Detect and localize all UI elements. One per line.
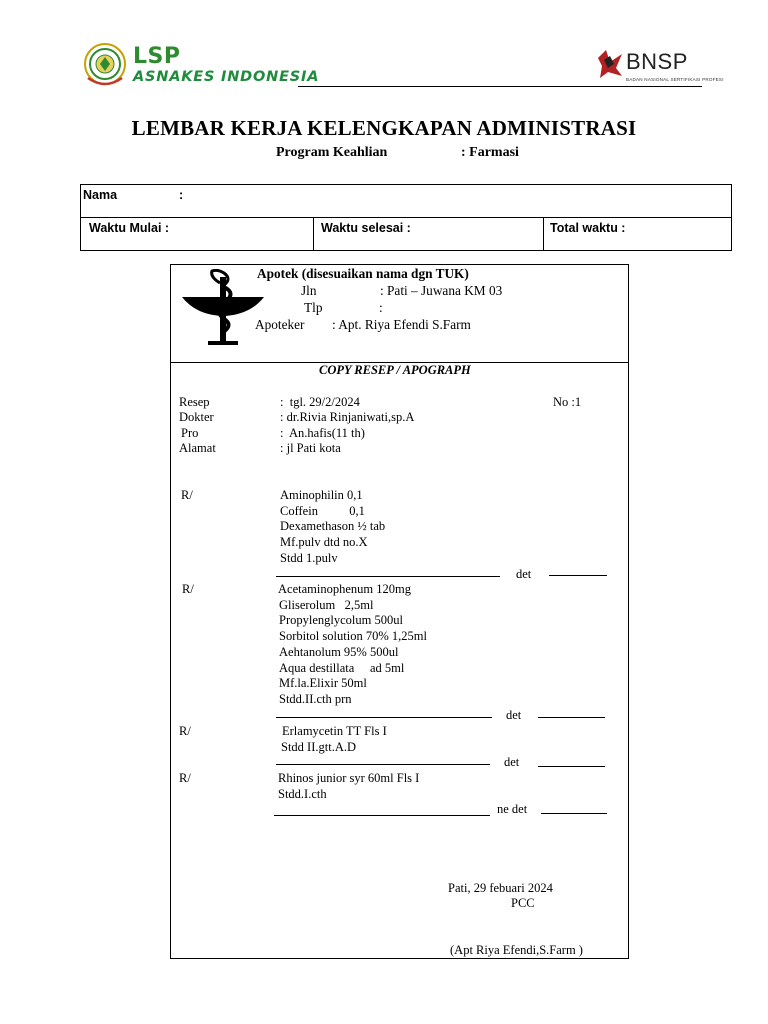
resep-value: : tgl. 29/2/2024: [280, 395, 360, 409]
rx-line: Mf.la.Elixir 50ml: [279, 676, 367, 690]
rx-line: Propylenglycolum 500ul: [279, 613, 403, 627]
lsp-brand: LSP: [133, 44, 181, 69]
det-mark: det: [516, 567, 532, 581]
nama-label: Nama: [83, 188, 118, 202]
rx-line: Stdd II.gtt.A.D: [281, 740, 356, 754]
identity-form-table: [80, 184, 732, 251]
rx-line: Stdd 1.pulv: [280, 551, 338, 565]
cell-divider: [313, 218, 314, 251]
tlp-label: Tlp: [304, 300, 323, 315]
bowl-of-hygieia-icon: [180, 269, 266, 347]
rx-symbol: R/: [179, 724, 191, 738]
pharmacist-signature: (Apt Riya Efendi,S.Farm ): [450, 943, 583, 957]
rx-line: Sorbitol solution 70% 1,25ml: [279, 629, 427, 643]
jln-label: Jln: [301, 283, 317, 298]
rx-symbol: R/: [181, 488, 193, 502]
ne-det-mark: ne det: [497, 802, 528, 816]
det-mark: det: [504, 755, 520, 769]
lsp-subbrand: ASNAKES INDONESIA: [133, 69, 320, 85]
nama-colon: :: [179, 188, 184, 202]
tlp-value: :: [379, 300, 383, 315]
rx-line: Dexamethason ½ tab: [280, 519, 386, 533]
dokter-label: Dokter: [179, 410, 214, 424]
rx-line: Mf.pulv dtd no.X: [280, 535, 368, 549]
pharmacy-name: Apotek (disesuaikan nama dgn TUK): [257, 266, 469, 281]
rx-line: Aehtanolum 95% 500ul: [279, 645, 399, 659]
pro-value: : An.hafis(11 th): [280, 426, 365, 440]
lsp-emblem-logo: [80, 42, 130, 90]
jln-value: : Pati – Juwana KM 03: [380, 283, 503, 298]
rx-separator-line: [274, 815, 490, 816]
header-rule: [298, 86, 702, 87]
rx-symbol: R/: [179, 771, 191, 785]
rx-line: Coffein 0,1: [280, 504, 365, 518]
bnsp-brand: BNSP: [626, 49, 688, 74]
cell-divider: [543, 218, 544, 251]
recipe-number: No :1: [553, 395, 582, 409]
waktu-selesai-label: Waktu selesai :: [321, 221, 411, 235]
det-line: [538, 717, 605, 718]
apoteker-value: : Apt. Riya Efendi S.Farm: [332, 317, 471, 332]
copy-recipe-title: COPY RESEP / APOGRAPH: [319, 363, 471, 377]
det-mark: det: [506, 708, 522, 722]
place-date: Pati, 29 febuari 2024: [448, 881, 553, 895]
alamat-value: : jl Pati kota: [280, 441, 341, 455]
rx-line: Acetaminophenum 120mg: [278, 582, 411, 596]
rx-line: Aqua destillata ad 5ml: [279, 661, 405, 675]
program-value: : Farmasi: [461, 145, 519, 160]
pcc-label: PCC: [511, 896, 535, 910]
rx-line: Stdd.II.cth prn: [279, 692, 352, 706]
rx-separator-line: [276, 764, 490, 765]
alamat-label: Alamat: [179, 441, 216, 455]
det-line: [549, 575, 607, 576]
resep-label: Resep: [179, 395, 210, 409]
rx-line: Stdd.I.cth: [278, 787, 327, 801]
form-row-waktu: [81, 218, 731, 251]
bnsp-subtitle: BADAN NASIONAL SERTIFIKASI PROFESI: [626, 77, 724, 82]
program-label: Program Keahlian: [276, 145, 388, 160]
det-line: [541, 813, 607, 814]
apoteker-label: Apoteker: [255, 317, 305, 332]
rx-separator-line: [276, 717, 492, 718]
total-waktu-label: Total waktu :: [550, 221, 626, 235]
rx-separator-line: [276, 576, 500, 577]
rx-line: Gliserolum 2,5ml: [279, 598, 374, 612]
bnsp-emblem-logo: [596, 48, 624, 80]
rx-line: Rhinos junior syr 60ml Fls I: [278, 771, 420, 785]
copy-prescription-box: [170, 264, 629, 959]
rx-line: Erlamycetin TT Fls I: [282, 724, 387, 738]
form-row-nama: [81, 185, 731, 218]
waktu-mulai-label: Waktu Mulai :: [89, 221, 170, 235]
rx-symbol: R/: [182, 582, 194, 596]
dokter-value: : dr.Rivia Rinjaniwati,sp.A: [280, 410, 415, 424]
pro-label: Pro: [181, 426, 199, 440]
document-title: LEMBAR KERJA KELENGKAPAN ADMINISTRASI: [131, 116, 637, 140]
det-line: [538, 766, 605, 767]
rx-line: Aminophilin 0,1: [280, 488, 363, 502]
